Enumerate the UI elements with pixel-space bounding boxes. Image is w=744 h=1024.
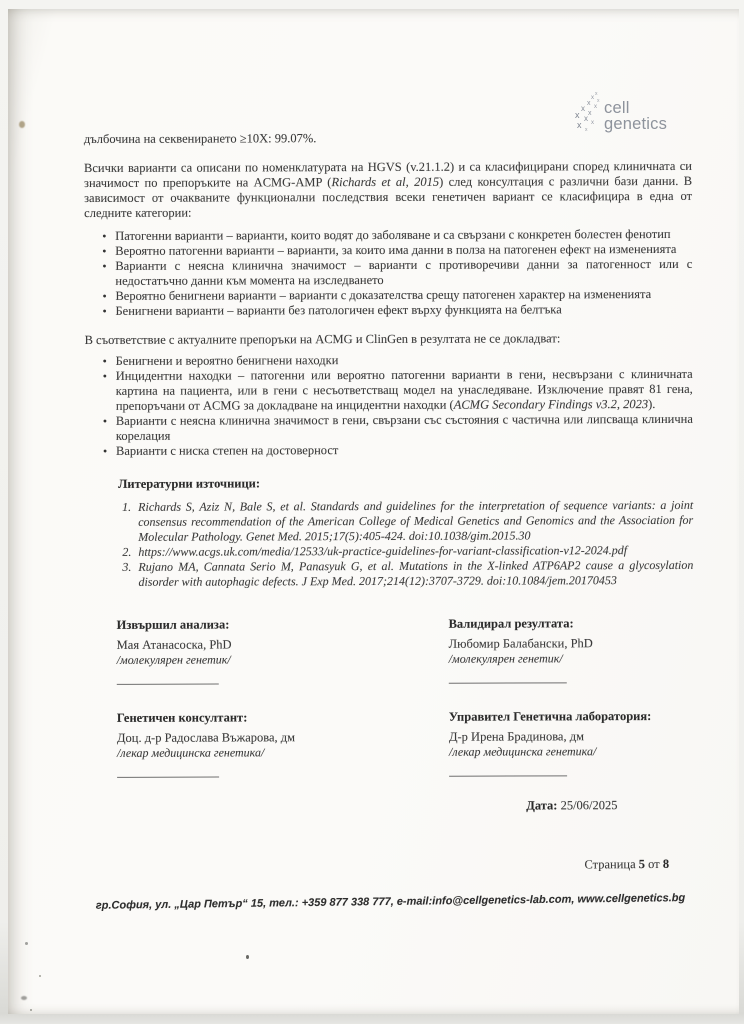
signature-genetic-consultant [117, 710, 449, 778]
scan-speck [246, 955, 249, 959]
signature-name: Любомир Балабански, PhD [448, 636, 593, 651]
list-item-benign: • Бенигнени варианти – варианти без патологичен ефект върху функцията на белтъка [115, 302, 692, 319]
signature-title: /молекулярен генетик/ [448, 651, 563, 666]
signature-line [117, 684, 219, 685]
logo-line-cell: cell [604, 99, 630, 117]
signatures-section [117, 616, 695, 778]
signature-name: Мая Атанасоска, PhD [116, 637, 232, 652]
signature-line [117, 777, 219, 778]
scan-speck [30, 1009, 32, 1011]
svg-text:x: x [591, 120, 594, 126]
paragraph-text: ) след консултация с различни бази данни. В зависимост от очакваните функционални последствия всеки генетичен вариант се класифицира в една от следните категории: [84, 173, 693, 221]
svg-text:x: x [588, 110, 592, 117]
paper-sheet [8, 9, 739, 1014]
page-number-separator: от [648, 856, 660, 872]
citation-acmg-sf: ACMG Secondary Findings v3.2, 2023 [453, 397, 649, 412]
svg-text:x: x [595, 91, 598, 97]
page-number-prefix: Страница [584, 857, 636, 872]
list-item-incidental-findings [116, 367, 693, 414]
scan-speck [19, 121, 25, 128]
document-content [6, 8, 740, 912]
list-item-likely-benign: • Вероятно бенигнени варианти – варианти с доказателства срещу патогенен характер на измененията [115, 287, 692, 304]
svg-text:x: x [587, 100, 591, 107]
svg-text:x: x [594, 104, 597, 110]
list-item-vus: • Варианти с неясна клинична значимост – варианти с противоречиви данни за патогенност или с недостатъчно данни към момента на изследването [115, 257, 692, 289]
svg-text:x: x [581, 104, 585, 113]
signature-label: Валидирал резултата: [448, 616, 574, 631]
svg-text:x: x [591, 95, 594, 101]
signature-title: /лекар медицинска генетика/ [116, 745, 265, 760]
paragraph-text: Всички варианти са описани по номенклатурата на HGVS (v.21.1.2) и са класифицирани според клиничната си значимост по препоръките на ACMG-AMP ( [83, 158, 693, 191]
list-item-vus-genes: • Варианти с неясна клинична значимост в гени, свързани със състояния с частична или липсваща клинична корелация [116, 412, 693, 444]
signature-name: Д-р Ирена Брадинова, дм [448, 729, 585, 744]
date-value: 25/06/2025 [560, 798, 618, 813]
signature-lab-manager [449, 709, 694, 777]
reference-item: Rujano MA, Cannata Serio M, Panasyuk G, et al. Mutations in the X-linked ATP6AP2 cause a glycosylation disorder with autophagic defects. J Exp Med. 2017;214(12):3707-3729. doi:10.1084/jem.20170453 [138, 557, 694, 589]
not-reported-paragraph: В съответствие с актуалните препоръки на ACMG и ClinGen в резултата не се докладват: [84, 331, 561, 348]
signature-label: Извършил анализа: [116, 617, 230, 632]
scan-speck [21, 996, 27, 1000]
signature-label: Управител Генетична лаборатория: [448, 709, 652, 724]
svg-text:x: x [585, 127, 588, 133]
signature-title: /молекулярен генетик/ [116, 652, 231, 667]
list-item-benign-findings: • Бенигнени и вероятно бенигнени находки [116, 352, 693, 369]
list-item-text: ). [648, 397, 656, 412]
signature-label: Генетичен консултант: [116, 710, 248, 725]
list-item-pathogenic: • Патогенни варианти – варианти, които водят до заболяване и са свързани с конкретен болестен фенотип [115, 227, 692, 244]
signature-line [449, 682, 567, 683]
reference-item: https://www.acgs.uk.com/media/12533/uk-practice-guidelines-for-variant-classification-v12-2024.pdf [138, 543, 628, 559]
sequencing-depth-line: дълбочина на секвенирането ≥10X: 99.07%. [83, 131, 317, 147]
signature-validated-result [449, 616, 694, 684]
svg-text:x: x [584, 114, 588, 123]
list-item-likely-pathogenic: • Вероятно патогенни варианти – варианти, за които има данни в полза на патогенен ефект на измененията [115, 242, 692, 259]
list-item-low-confidence: • Варианти с ниска степен на достоверност [116, 442, 693, 459]
scan-speck [39, 975, 41, 977]
references-heading: Литературни източници: [118, 476, 261, 491]
page-number [584, 857, 694, 873]
citation-richards: Richards et al, 2015 [331, 174, 440, 190]
svg-text:x: x [597, 98, 600, 104]
references-list [122, 498, 693, 590]
logo-line-genetics: genetics [604, 114, 668, 133]
signature-line [449, 775, 567, 776]
variant-classification-paragraph [84, 159, 692, 221]
date-label: Дата: [526, 798, 558, 813]
page-number-current: 5 [638, 857, 646, 872]
date-row [526, 798, 694, 814]
not-reported-list [100, 352, 693, 459]
scan-speck [25, 942, 28, 945]
svg-text:x: x [577, 120, 582, 130]
reference-item: Richards S, Aziz N, Bale S, et al. Standards and guidelines for the interpretation of sequence variants: a joint consensus recommendation of the American College of Medical Genetics and Genomics and the Association for Molecular Pathology. Genet Med. 2015;17(5):405-424. doi:10.1038/gim.2015.30 [138, 497, 694, 544]
footer-contact-line: гр.София, ул. „Цар Петър“ 15, тел.: +359 877 338 777, e-mail:info@cellgenetics-lab.com, www.cellgenetics.bg [95, 892, 686, 912]
svg-text:x: x [575, 110, 580, 120]
variant-categories-list [99, 227, 692, 319]
signature-title: /лекар медицинска генетика/ [448, 744, 597, 759]
signature-name: Доц. д-р Радослава Въжарова, дм [116, 730, 296, 745]
page-number-total: 8 [662, 856, 670, 871]
signature-performed-analysis [117, 617, 449, 685]
list-item-text: Инцидентни находки – патогенни или вероятно патогенни варианти в гени, несвързани с клиничната картина на пациента, или в гени с несъответстващ модел на унаследяване. Изключение правят 81 гена, препоръчани от ACMG за докладване на инцидентни находки ( [115, 366, 693, 413]
